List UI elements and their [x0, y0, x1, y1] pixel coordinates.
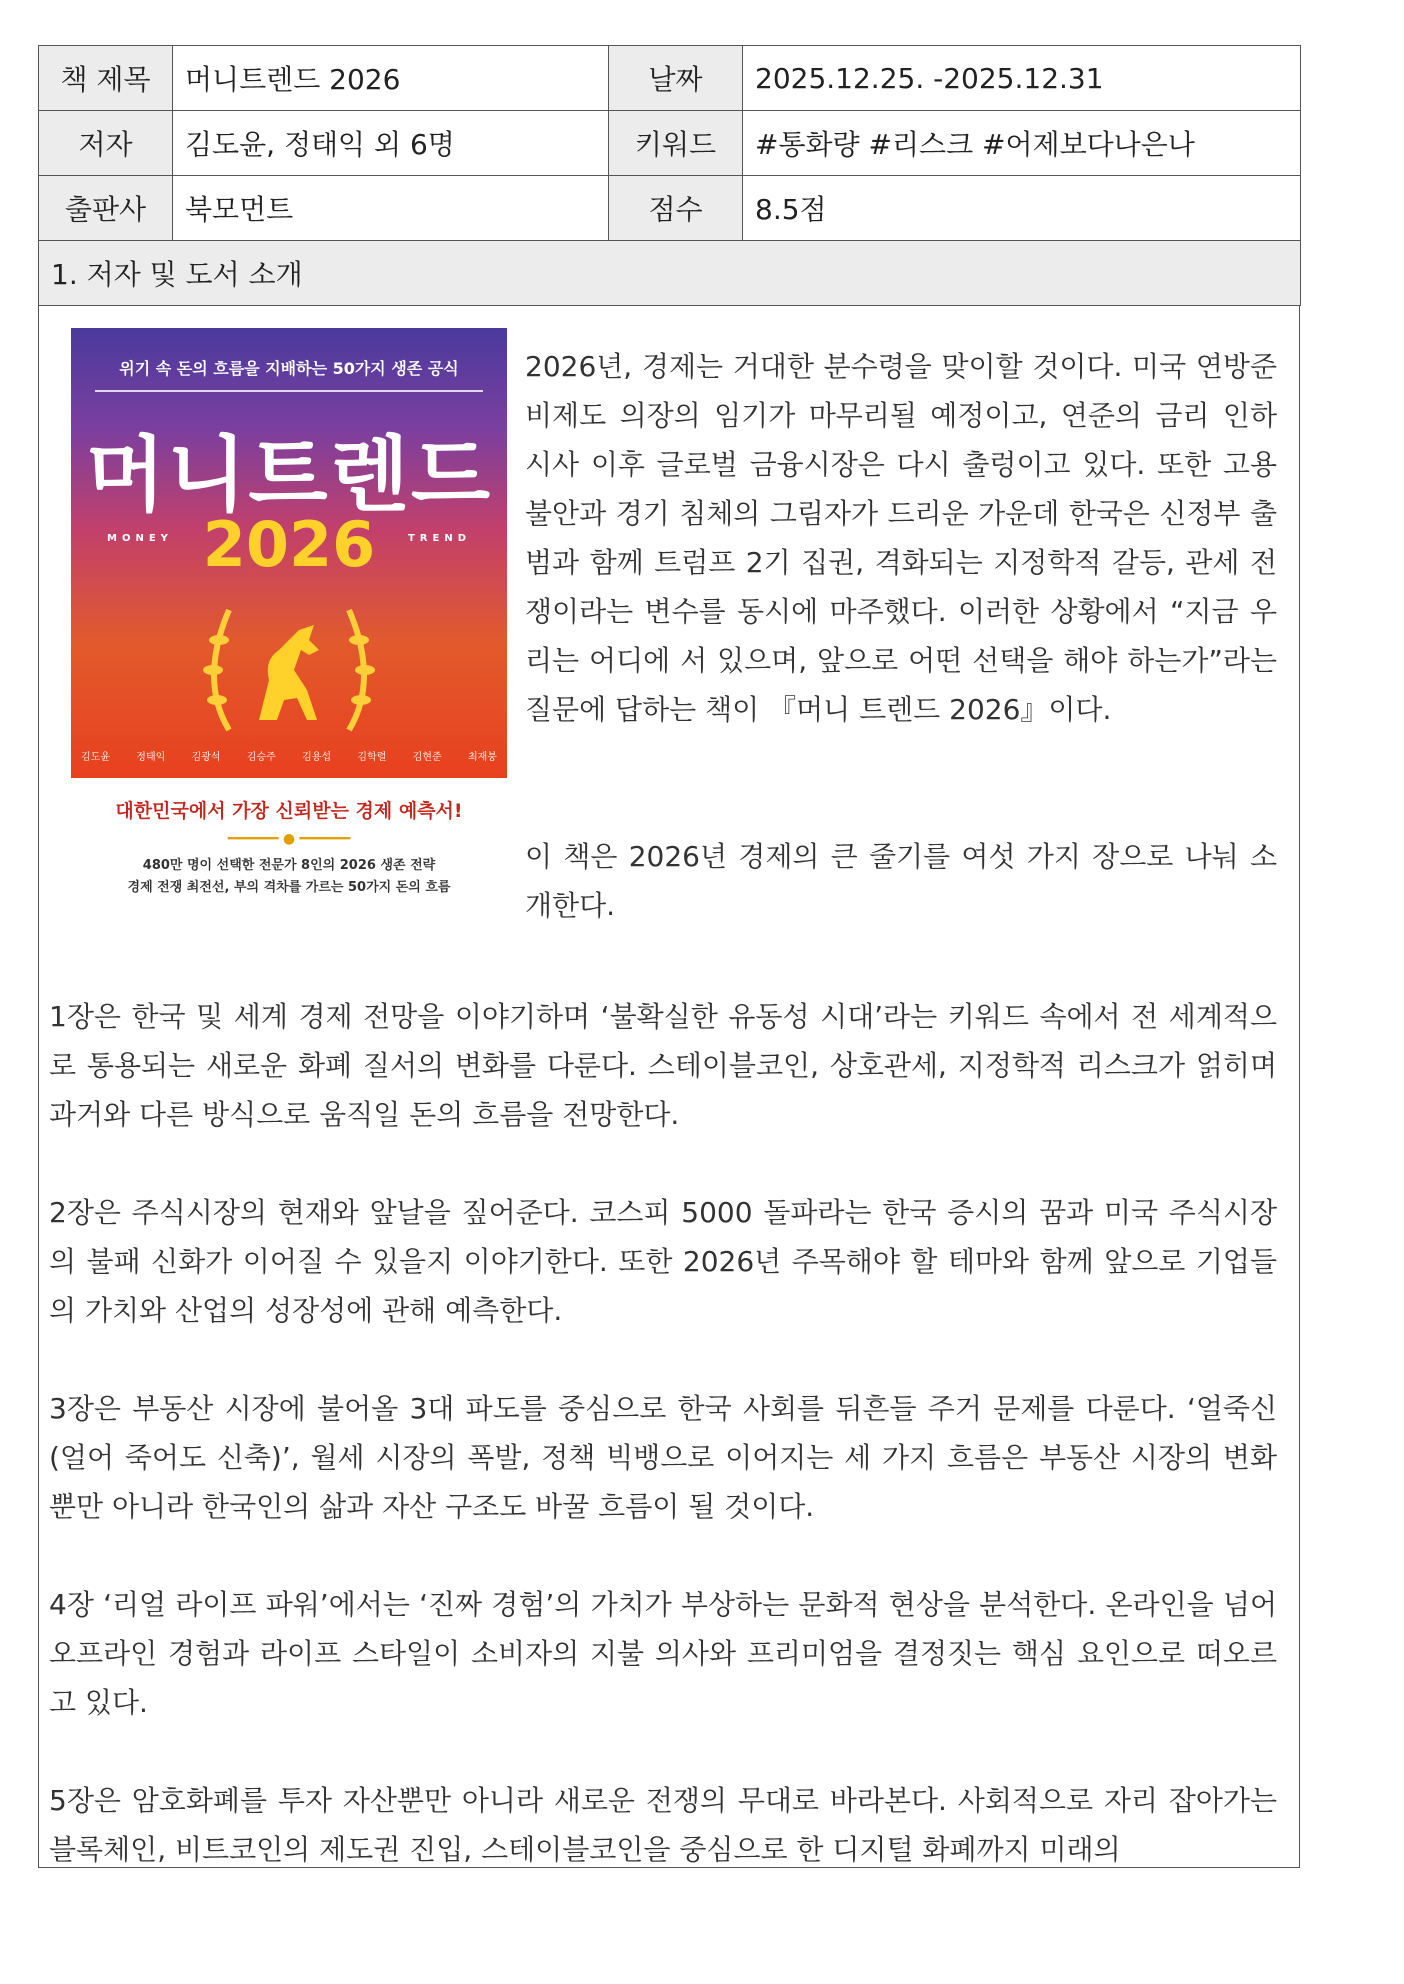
caption-divider-icon: ━━━━━━ ● ━━━━━━ — [227, 831, 351, 847]
horse-laurel-icon — [189, 590, 389, 740]
table-row — [39, 111, 1301, 176]
chapter3-paragraph: 3장은 부동산 시장에 불어올 3대 파도를 중심으로 한국 사회를 뒤흔들 주거 문제를 다룬다. ‘얼죽신(얼어 죽어도 신축)’, 월세 시장의 폭발, 정책 빅뱅으로 이어지는 세 가지 흐름은 부동산 시장의 변화뿐만 아니라 한국인의 삶과 자산 구조도 바꿀 흐름이 될 것이다. — [49, 1392, 1277, 1523]
chapter1-paragraph: 1장은 한국 및 세계 경제 전망을 이야기하며 ‘불확실한 유동성 시대’라는 키워드 속에서 전 세계적으로 통용되는 새로운 화폐 질서의 변화를 다룬다. 스테이블코인, 상호관세, 지정학적 리스크가 얽히며 과거와 다른 방식으로 움직일 돈의 흐름을 전망한다. — [49, 1000, 1277, 1131]
cover-author: 김용섭 — [302, 752, 332, 763]
cover-author: 김현준 — [412, 752, 442, 763]
title-label: 책 제목 — [39, 46, 173, 111]
cover-author: 김승주 — [246, 752, 276, 763]
cover-caption-sub1: 480만 명이 선택한 전문가 8인의 2026 생존 전략 — [142, 858, 436, 873]
table-row — [39, 241, 1301, 306]
cover-author: 최재붕 — [467, 752, 497, 763]
author-label: 저자 — [39, 111, 173, 176]
cover-tagline: 위기 속 돈의 흐름을 지배하는 50가지 생존 공식 — [119, 359, 459, 378]
cover-author: 김광석 — [191, 752, 221, 763]
score-value: 8.5점 — [743, 176, 1301, 241]
report-sheet — [38, 45, 1300, 1868]
author-value: 김도윤, 정태익 외 6명 — [173, 111, 609, 176]
cover-divider — [95, 390, 483, 392]
book-info-table — [38, 45, 1301, 306]
cover-author: 김학렬 — [357, 752, 387, 763]
chapter4-paragraph: 4장 ‘리얼 라이프 파워’에서는 ‘진짜 경험’의 가치가 부상하는 문화적 현상을 분석한다. 온라인을 넘어 오프라인 경험과 라이프 스타일이 소비자의 지불 의사와 프리미엄을 결정짓는 핵심 요인으로 떠오르고 있다. — [49, 1588, 1277, 1719]
intro-paragraph: 2026년, 경제는 거대한 분수령을 맞이할 것이다. 미국 연방준비제도 의장의 임기가 마무리될 예정이고, 연준의 금리 인하 시사 이후 글로벌 금융시장은 다시 출렁이고 있다. 또한 고용 불안과 경기 침체의 그림자가 드리운 가운데 한국은 신정부 출범과 함께 트럼프 2기 집권, 격화되는 지정학적 갈등, 관세 전쟁이라는 변수를 동시에 마주했다. 이러한 상황에서 “지금 우리는 어디에 서 있으며, 앞으로 어떤 선택을 해야 하는가”라는 질문에 답하는 책이 『머니 트렌드 2026』이다. — [525, 350, 1277, 726]
cover-trend: TREND — [407, 533, 471, 544]
cover-title: 머니트렌드 — [85, 428, 493, 523]
cover-caption-sub2: 경제 전쟁 최전선, 부의 격차를 가르는 50가지 돈의 흐름 — [127, 880, 451, 895]
table-row — [39, 176, 1301, 241]
keyword-value: #통화량 #리스크 #어제보다나은나 — [743, 111, 1301, 176]
book-cover-image — [71, 328, 507, 778]
section-content — [38, 306, 1300, 1868]
cover-authors — [81, 748, 497, 763]
publisher-label: 출판사 — [39, 176, 173, 241]
cover-money: MONEY — [107, 533, 173, 544]
cover-caption-main: 대한민국에서 가장 신뢰받는 경제 예측서! — [115, 800, 463, 822]
section-heading: 1. 저자 및 도서 소개 — [39, 241, 1301, 306]
date-value: 2025.12.25. -2025.12.31 — [743, 46, 1301, 111]
chapter5-paragraph: 5장은 암호화폐를 투자 자산뿐만 아니라 새로운 전쟁의 무대로 바라본다. 사회적으로 자리 잡아가는 블록체인, 비트코인의 제도권 진입, 스테이블코인을 중심으로 한 디지털 화폐까지 미래의 — [49, 1784, 1277, 1866]
keyword-label: 키워드 — [609, 111, 743, 176]
title-value: 머니트렌드 2026 — [173, 46, 609, 111]
table-row — [39, 46, 1301, 111]
score-label: 점수 — [609, 176, 743, 241]
cover-author: 정태익 — [136, 752, 166, 763]
cover-author: 김도윤 — [81, 752, 110, 763]
cover-caption — [71, 796, 507, 899]
intro-paragraph-2: 이 책은 2026년 경제의 큰 줄기를 여섯 가지 장으로 나눠 소개한다. — [525, 840, 1277, 922]
cover-year: 2026 — [202, 508, 376, 581]
date-label: 날짜 — [609, 46, 743, 111]
publisher-value: 북모먼트 — [173, 176, 609, 241]
chapter2-paragraph: 2장은 주식시장의 현재와 앞날을 짚어준다. 코스피 5000 돌파라는 한국 증시의 꿈과 미국 주식시장의 불패 신화가 이어질 수 있을지 이야기한다. 또한 2026년 주목해야 할 테마와 함께 앞으로 기업들의 가치와 산업의 성장성에 관해 예측한다. — [49, 1196, 1277, 1327]
